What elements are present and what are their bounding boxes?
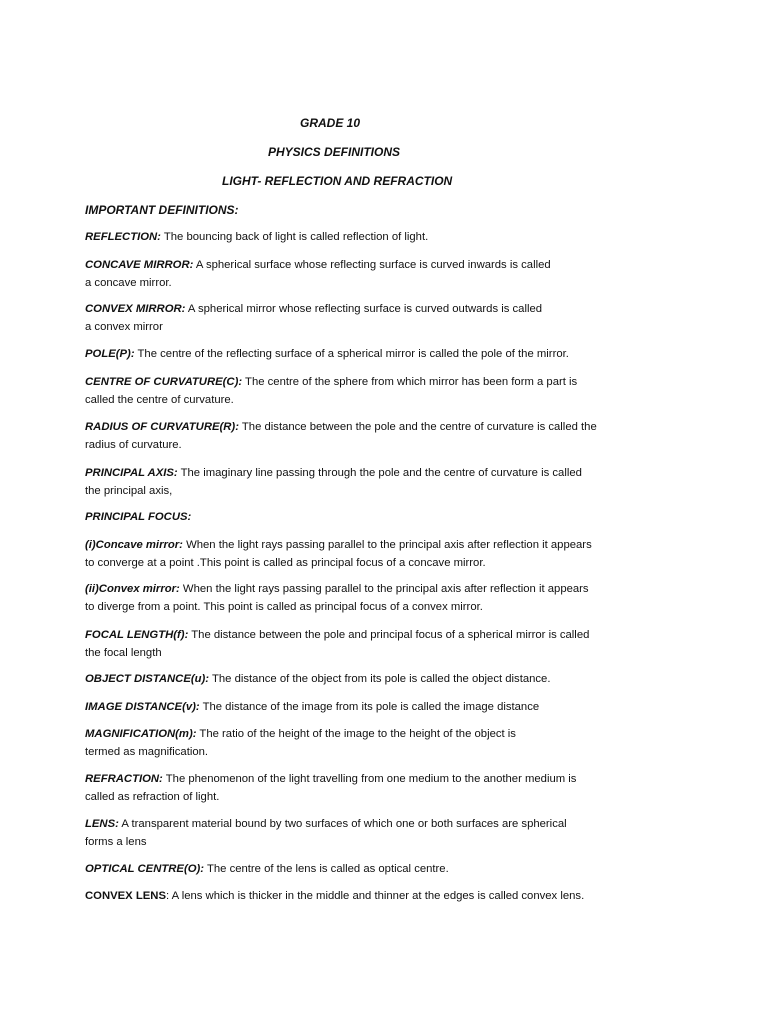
definition-term: OBJECT DISTANCE(u): bbox=[85, 673, 210, 685]
definition-text: When the light rays passing parallel to the principal axis after reflection it appears bbox=[182, 539, 592, 551]
definition-text-continued: a concave mirror. bbox=[85, 276, 172, 289]
definition-term: (i)Concave mirror: bbox=[85, 539, 183, 551]
definition-text: The distance between the pole and principal focus of a spherical mirror is called bbox=[188, 629, 590, 641]
definition-text-continued: called as refraction of light. bbox=[85, 790, 220, 803]
definition-text: : A lens which is thicker in the middle and thinner at the edges is called convex lens. bbox=[165, 890, 585, 902]
definition-text: The distance of the image from its pole is called the image distance bbox=[199, 701, 540, 713]
grade-heading-text: GRADE 10 bbox=[300, 116, 361, 130]
definition-convex-lens bbox=[85, 888, 625, 906]
definition-centre-of-curvature bbox=[85, 374, 625, 410]
definition-refraction bbox=[85, 771, 625, 807]
definition-term: RADIUS OF CURVATURE(R): bbox=[85, 421, 239, 433]
definition-text: The bouncing back of light is called reflection of light. bbox=[160, 231, 429, 243]
definition-term: OPTICAL CENTRE(O): bbox=[85, 863, 205, 875]
definition-text-continued: to diverge from a point. This point is called as principal focus of a convex mirror. bbox=[85, 600, 483, 613]
definition-term: PRINCIPAL AXIS: bbox=[85, 467, 178, 479]
definition-radius-of-curvature bbox=[85, 419, 625, 455]
definition-image-distance bbox=[85, 699, 625, 717]
definition-term: CONCAVE MIRROR: bbox=[85, 259, 194, 271]
definition-convex-mirror bbox=[85, 301, 625, 337]
definition-text-continued: called the centre of curvature. bbox=[85, 393, 234, 406]
section-title-text: IMPORTANT DEFINITIONS: bbox=[85, 203, 239, 217]
definition-text-continued: forms a lens bbox=[85, 835, 147, 848]
definition-magnification bbox=[85, 726, 625, 762]
definition-optical-centre bbox=[85, 861, 625, 879]
definition-term: REFRACTION: bbox=[85, 773, 163, 785]
definition-term: FOCAL LENGTH(f): bbox=[85, 629, 189, 641]
definition-object-distance bbox=[85, 671, 625, 689]
definition-text: The ratio of the height of the image to the height of the object is bbox=[196, 728, 516, 740]
definition-text: The distance between the pole and the centre of curvature is called the bbox=[238, 421, 597, 433]
definition-text: The imaginary line passing through the pole and the centre of curvature is called bbox=[177, 467, 582, 479]
definition-convex-mirror-focus bbox=[85, 581, 625, 617]
definition-term: POLE(P): bbox=[85, 348, 135, 360]
definition-principal-axis bbox=[85, 465, 625, 501]
definition-term: CENTRE OF CURVATURE(C): bbox=[85, 376, 243, 388]
definition-term: PRINCIPAL FOCUS: bbox=[85, 511, 192, 523]
definition-text-continued: the focal length bbox=[85, 646, 162, 659]
definition-text: When the light rays passing parallel to the principal axis after reflection it appears bbox=[179, 583, 589, 595]
definition-lens bbox=[85, 816, 625, 852]
subject-heading-text: PHYSICS DEFINITIONS bbox=[268, 145, 401, 159]
definition-term: (ii)Convex mirror: bbox=[85, 583, 180, 595]
definition-text: A transparent material bound by two surfaces of which one or both surfaces are spherical bbox=[118, 818, 567, 830]
definition-text: A spherical surface whose reflecting surface is curved inwards is called bbox=[193, 259, 551, 271]
definition-text-continued: a convex mirror bbox=[85, 320, 163, 333]
definition-text: A spherical mirror whose reflecting surface is curved outwards is called bbox=[185, 303, 543, 315]
definition-concave-mirror bbox=[85, 257, 625, 293]
definition-text: The centre of the lens is called as optical centre. bbox=[204, 863, 449, 875]
definition-text: The phenomenon of the light travelling from one medium to the another medium is bbox=[162, 773, 577, 785]
definition-text-continued: to converge at a point .This point is called as principal focus of a concave mirror. bbox=[85, 556, 486, 569]
definition-text-continued: radius of curvature. bbox=[85, 438, 182, 451]
chapter-heading-text: LIGHT- REFLECTION AND REFRACTION bbox=[222, 174, 453, 188]
definition-term: IMAGE DISTANCE(v): bbox=[85, 701, 200, 713]
definition-term: REFLECTION: bbox=[85, 231, 161, 243]
definition-term: MAGNIFICATION(m): bbox=[85, 728, 197, 740]
definition-concave-mirror-focus bbox=[85, 537, 625, 573]
definition-term: CONVEX MIRROR: bbox=[85, 303, 186, 315]
definition-term: CONVEX LENS bbox=[85, 890, 166, 902]
definition-focal-length bbox=[85, 627, 625, 663]
definition-text-continued: termed as magnification. bbox=[85, 745, 209, 758]
definition-text: The centre of the reflecting surface of a spherical mirror is called the pole of the mirror. bbox=[134, 348, 569, 360]
definition-text: The distance of the object from its pole is called the object distance. bbox=[209, 673, 551, 685]
definition-reflection bbox=[85, 229, 625, 247]
definition-text: The centre of the sphere from which mirror has been form a part is bbox=[242, 376, 578, 388]
definition-pole bbox=[85, 346, 625, 364]
definition-text-continued: the principal axis, bbox=[85, 484, 173, 497]
definition-principal-focus bbox=[85, 509, 625, 527]
definition-term: LENS: bbox=[85, 818, 119, 830]
